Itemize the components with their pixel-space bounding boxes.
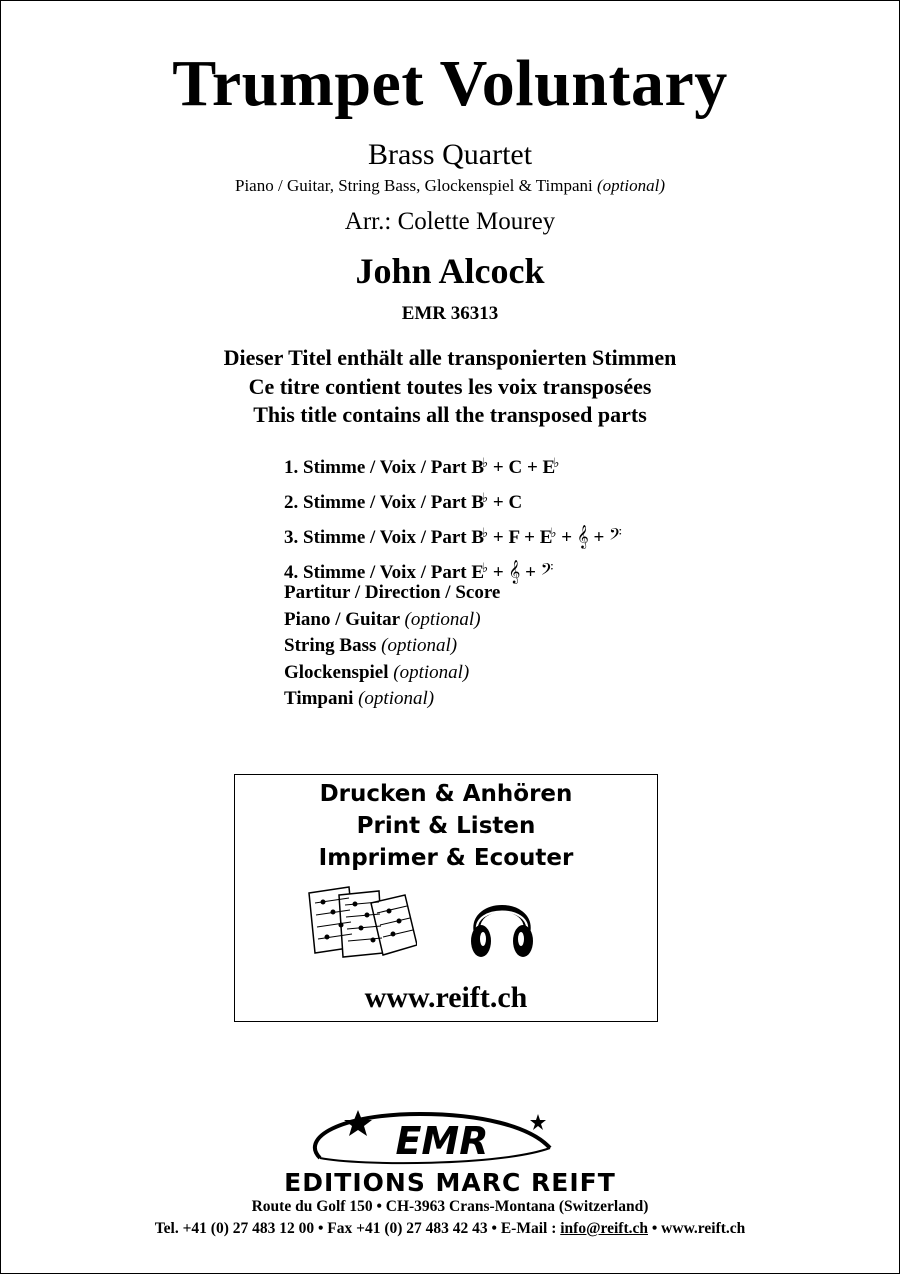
part-2-label: 2. Stimme / Voix / Part B	[284, 492, 485, 513]
extras-list	[284, 580, 500, 713]
part-2-text: + C	[488, 492, 523, 513]
part-4-label: 4. Stimme / Voix / Part E	[284, 562, 485, 583]
part-1-text: + C + E	[488, 457, 556, 478]
parts-list	[284, 448, 622, 588]
notice-german: Dieser Titel enthält alle transponierten Stimmen	[223, 345, 677, 370]
part-3	[284, 518, 622, 553]
extra-bass	[284, 633, 500, 660]
extra-piano-label: Piano / Guitar	[284, 608, 400, 630]
optional-label: (optional)	[381, 635, 458, 656]
optional-label: (optional)	[404, 608, 481, 630]
flat-icon: ♭	[482, 525, 489, 540]
part-3-text: + F + E	[488, 527, 553, 548]
subtitle: Brass Quartet	[367, 138, 533, 171]
catalog-number: EMR 36313	[401, 303, 499, 324]
part-4-text: +	[488, 562, 509, 583]
notice-french: Ce titre contient toutes les voix transposées	[248, 373, 652, 399]
extra-bass-label: String Bass	[284, 635, 377, 656]
publisher-name: EDITIONS MARC REIFT	[284, 1168, 616, 1197]
notice-english: This title contains all the transposed parts	[253, 402, 647, 427]
sheet-music-icon	[305, 885, 417, 961]
optional-label: (optional)	[597, 176, 665, 195]
promo-line-french: Imprimer & Ecouter	[318, 845, 574, 871]
instrument-list: Piano / Guitar, String Bass, Glockenspiel & Timpani	[235, 176, 593, 195]
promo-line-english: Print & Listen	[356, 813, 536, 839]
arranger: Arr.: Colette Mourey	[344, 208, 556, 235]
logo-text: EMR	[395, 1119, 489, 1163]
part-2	[284, 483, 622, 518]
extra-piano	[284, 607, 500, 634]
extra-glock	[284, 660, 500, 687]
part-4-sep: +	[520, 562, 541, 583]
optional-label: (optional)	[393, 661, 470, 683]
emr-logo-icon	[300, 1108, 560, 1170]
flat-icon: ♭	[550, 525, 557, 540]
extra-timpani-label: Timpani	[284, 688, 354, 709]
publisher-address: Route du Golf 150 • CH-3963 Crans-Montana (Switzerland)	[251, 1198, 649, 1215]
extra-score: Partitur / Direction / Score	[284, 582, 501, 603]
part-3-label: 3. Stimme / Voix / Part B	[284, 527, 485, 548]
bass-clef-icon: 𝄢	[609, 524, 622, 548]
flat-icon: ♭	[482, 455, 489, 470]
flat-icon: ♭	[482, 560, 489, 575]
flat-icon: ♭	[482, 490, 489, 505]
promo-url[interactable]: www.reift.ch	[364, 981, 528, 1014]
part-1-label: 1. Stimme / Voix / Part B	[284, 457, 485, 478]
promo-line-german: Drucken & Anhören	[319, 781, 573, 807]
part-1	[284, 448, 622, 483]
optional-label: (optional)	[358, 688, 435, 709]
instrumentation	[0, 176, 900, 196]
extra-glock-label: Glockenspiel	[284, 661, 389, 683]
email-link[interactable]: info@reift.ch	[560, 1220, 648, 1237]
composer: John Alcock	[355, 251, 545, 291]
publisher-contact	[0, 1220, 900, 1238]
treble-clef-icon: 𝄞	[576, 524, 589, 548]
headphones-icon	[467, 887, 537, 961]
page-title: Trumpet Voluntary	[172, 47, 728, 120]
part-3-sep2: +	[588, 527, 610, 548]
contact-prefix: Tel. +41 (0) 27 483 12 00 • Fax +41 (0) 27 483 42 43 • E-Mail :	[154, 1220, 561, 1237]
flat-icon: ♭	[553, 455, 560, 470]
bass-clef-icon: 𝄢	[540, 559, 554, 583]
part-3-sep: +	[556, 527, 577, 548]
treble-clef-icon: 𝄞	[508, 559, 521, 583]
extra-timpani	[284, 686, 500, 713]
language-notice	[0, 344, 900, 430]
promo-box	[234, 774, 658, 1022]
contact-suffix: • www.reift.ch	[648, 1220, 746, 1237]
